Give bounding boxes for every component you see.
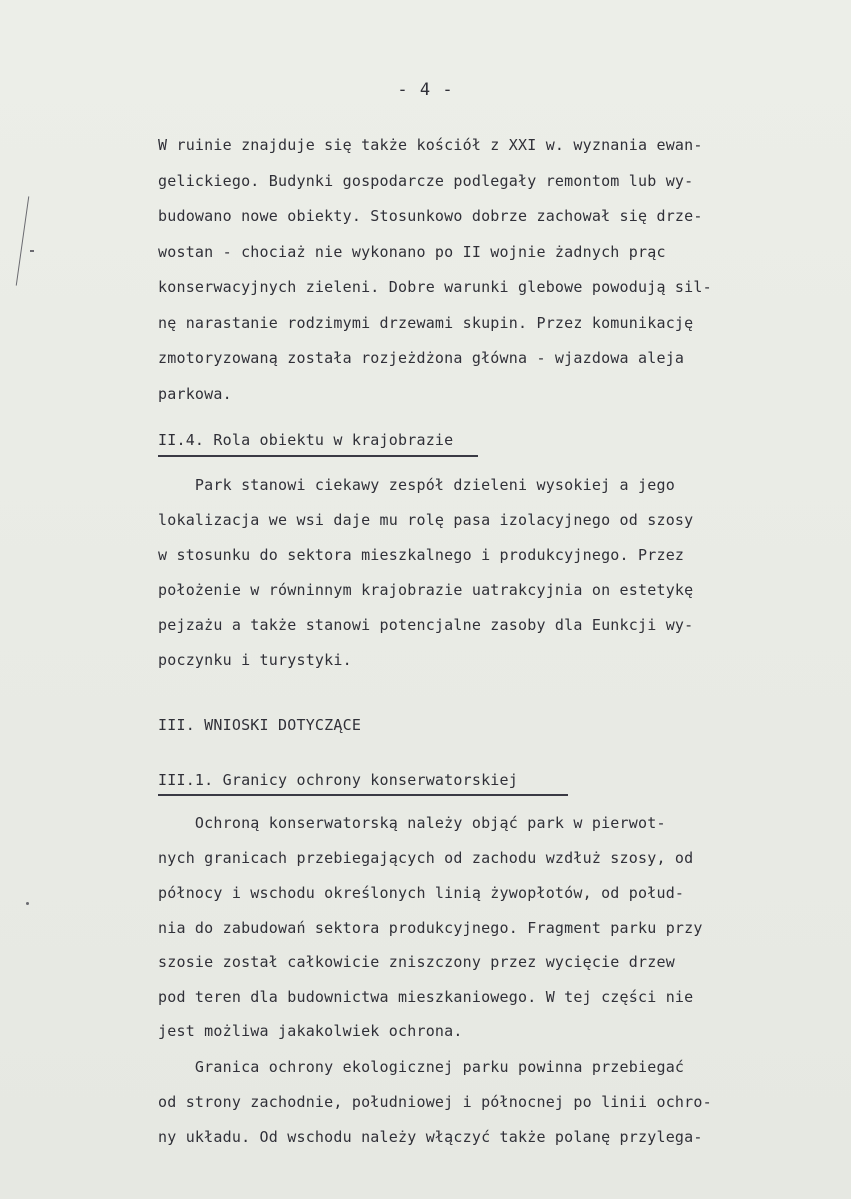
text-line: poczynku i turystyki. <box>158 651 352 669</box>
text-line: północy i wschodu określonych linią żywopłotów, od połud- <box>158 884 685 902</box>
margin-dot <box>26 902 29 905</box>
page-number: - 4 - <box>397 80 454 100</box>
text-line: jest możliwa jakakolwiek ochrona. <box>158 1022 463 1040</box>
text-line: gelickiego. Budynki gospodarcze podlegały remontom lub wy- <box>158 172 694 190</box>
section-heading: III.1. Granicy ochrony konserwatorskiej <box>158 771 518 789</box>
text-line: nych granicach przebiegających od zachodu wzdłuż szosy, od <box>158 849 694 867</box>
text-line: od strony zachodnie, południowej i północnej po linii ochro- <box>158 1093 712 1111</box>
text-line: parkowa. <box>158 385 232 403</box>
text-line: pejzażu a także stanowi potencjalne zasoby dla Eunkcji wy- <box>158 616 694 634</box>
text-line: Park stanowi ciekawy zespół dzieleni wysokiej a jego <box>158 476 675 494</box>
text-line: W ruinie znajduje się także kościół z XXI w. wyznania ewan- <box>158 136 703 154</box>
section-heading: III. WNIOSKI DOTYCZĄCE <box>158 716 362 734</box>
text-line: nia do zabudowań sektora produkcyjnego. Fragment parku przy <box>158 919 703 937</box>
text-line: ny układu. Od wschodu należy włączyć także polanę przylega- <box>158 1128 703 1146</box>
margin-pencil-mark <box>16 196 30 285</box>
text-line: w stosunku do sektora mieszkalnego i produkcyjnego. Przez <box>158 546 685 564</box>
text-line: położenie w równinnym krajobrazie uatrakcyjnia on estetykę <box>158 581 694 599</box>
heading-underline <box>158 455 478 457</box>
text-line: pod teren dla budownictwa mieszkaniowego. W tej części nie <box>158 988 694 1006</box>
margin-pencil-mark <box>30 250 34 252</box>
text-line: Ochroną konserwatorską należy objąć park w pierwot- <box>158 814 666 832</box>
text-line: Granica ochrony ekologicznej parku powinna przebiegać <box>158 1058 685 1076</box>
text-line: szosie został całkowicie zniszczony przez wycięcie drzew <box>158 953 675 971</box>
text-line: lokalizacja we wsi daje mu rolę pasa izolacyjnego od szosy <box>158 511 694 529</box>
text-line: konserwacyjnych zieleni. Dobre warunki glebowe powodują sil- <box>158 278 712 296</box>
text-line: nę narastanie rodzimymi drzewami skupin. Przez komunikację <box>158 314 694 332</box>
text-line: zmotoryzowaną została rozjeżdżona główna - wjazdowa aleja <box>158 349 685 367</box>
text-line: budowano nowe obiekty. Stosunkowo dobrze zachował się drze- <box>158 207 703 225</box>
text-line: wostan - chociaż nie wykonano po II wojnie żadnych prąc <box>158 243 666 261</box>
heading-underline <box>158 794 568 796</box>
section-heading: II.4. Rola obiektu w krajobrazie <box>158 431 454 449</box>
